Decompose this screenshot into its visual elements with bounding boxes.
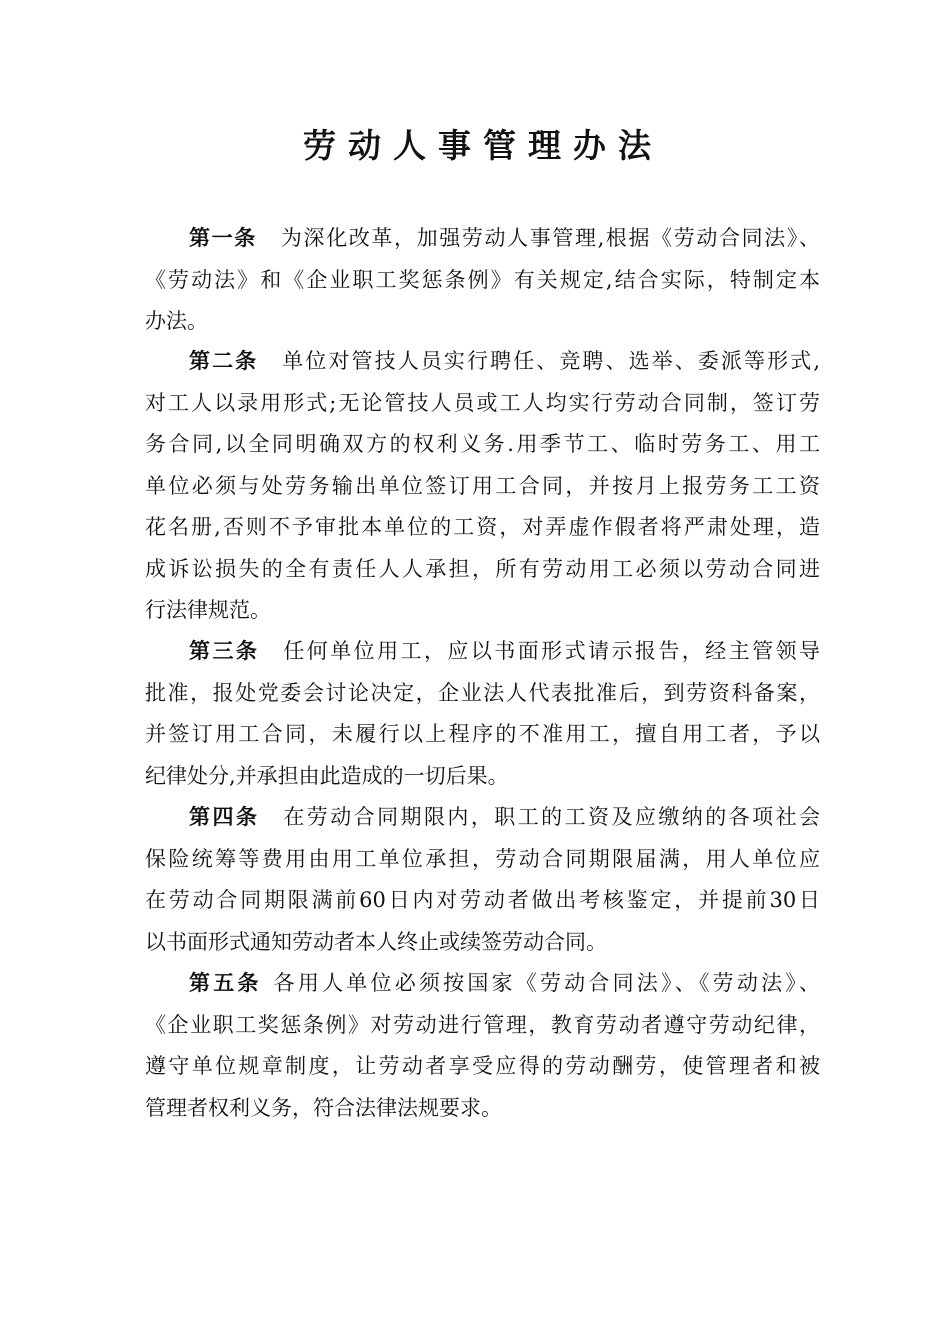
article-line [145, 218, 820, 260]
article-line: 并签订用工合同，未履行以上程序的不准用工，擅自用工者，予以 [145, 722, 820, 746]
article-line: 《企业职工奖惩条例》对劳动进行管理，教育劳动者遵守劳动纪律， [145, 1012, 820, 1037]
article-text: 各用人单位必须按国家《劳动合同法》、《劳动法》、 [273, 971, 821, 995]
article-4 [145, 797, 820, 963]
article-text: 单位对管技人员实行聘任、竞聘、选举、委派等形式, [282, 349, 821, 373]
article-number: 第四条 [189, 805, 260, 829]
article-line: 《劳动法》和《企业职工奖惩条例》有关规定,结合实际，特制定本 [145, 267, 820, 292]
article-number: 第二条 [189, 349, 259, 373]
article-text: 为深化改革，加强劳动人事管理,根据《劳动合同法》、 [280, 226, 820, 250]
article-line [145, 963, 820, 1005]
article-3 [145, 631, 820, 797]
article-line [145, 341, 820, 383]
article-line: 务合同,以全同明确双方的权利义务.用季节工、临时劳务工、用工 [145, 432, 820, 456]
article-text: 在劳动合同期限内，职工的工资及应缴纳的各项社会 [283, 805, 821, 829]
article-line: 纪律处分,并承担由此造成的一切后果。 [145, 763, 509, 788]
article-number: 第五条 [189, 971, 262, 995]
article-line: 以书面形式通知劳动者本人终止或续签劳动合同。 [145, 929, 607, 954]
article-line [145, 631, 820, 673]
article-line: 保险统筹等费用由用工单位承担，劳动合同期限届满，用人单位应 [145, 846, 820, 871]
article-line: 在劳动合同期限满前60日内对劳动者做出考核鉴定，并提前30日 [145, 888, 820, 912]
article-number: 第三条 [189, 639, 260, 663]
article-line: 管理者权利义务，符合法律法规要求。 [145, 1095, 502, 1120]
article-1 [145, 218, 820, 343]
article-5 [145, 963, 820, 1129]
article-line: 行法律规范。 [145, 598, 271, 622]
article-line: 对工人以录用形式;无论管技人员或工人均实行劳动合同制，签订劳 [145, 390, 820, 415]
article-line: 成诉讼损失的全有责任人人承担，所有劳动用工必须以劳动合同进 [145, 556, 820, 581]
article-number: 第一条 [189, 226, 257, 250]
article-line [145, 797, 820, 839]
article-line: 单位必须与处劳务输出单位签订用工合同，并按月上报劳务工工资 [145, 473, 820, 498]
article-2 [145, 341, 820, 632]
article-line: 遵守单位规章制度，让劳动者享受应得的劳动酬劳，使管理者和被 [145, 1054, 820, 1078]
article-line: 办法。 [145, 309, 208, 333]
article-text: 任何单位用工，应以书面形式请示报告，经主管领导 [283, 639, 821, 663]
page-title: 劳动人事管理办法 [303, 126, 663, 165]
article-line: 花名册,否则不予审批本单位的工资，对弄虚作假者将严肃处理，造 [145, 515, 820, 539]
article-line: 批准，报处党委会讨论决定，企业法人代表批准后，到劳资科备案， [145, 680, 820, 705]
